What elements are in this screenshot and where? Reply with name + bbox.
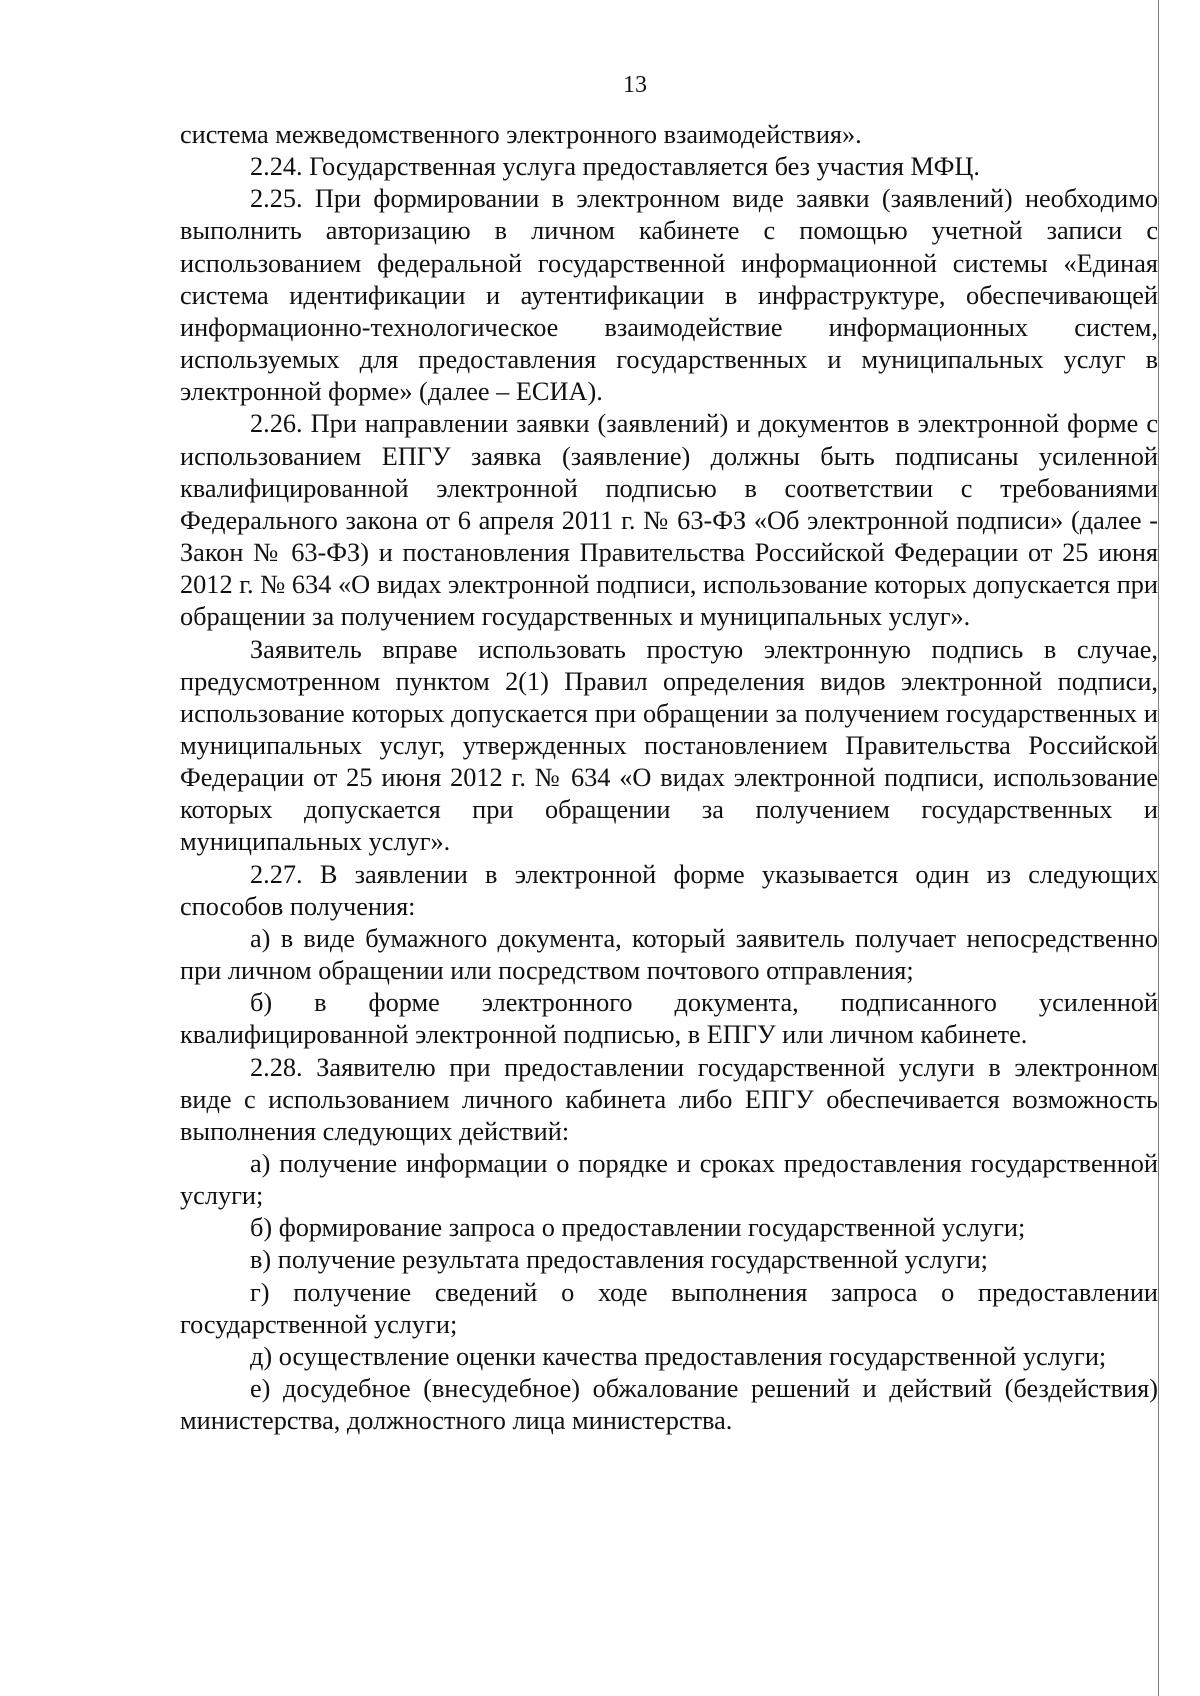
page-edge-line <box>1158 0 1159 1696</box>
list-item-2-28-e: е) досудебное (внесудебное) обжалование решений и действий (бездействия) министерства, должностного лица министерства. <box>180 1374 1158 1436</box>
list-item-2-28-v: в) получение результата предоставления государственной услуги; <box>250 1245 988 1275</box>
list-item-2-28-g: г) получение сведений о ходе выполнения запроса о предоставлении государственной услуги; <box>180 1277 1158 1339</box>
list-item-2-28-d: д) осуществление оценки качества предоставления государственной услуги; <box>250 1341 1107 1371</box>
document-body <box>180 119 1158 1437</box>
paragraph-2-27: 2.27. В заявлении в электронной форме указывается один из следующих способов получения: <box>180 859 1158 921</box>
list-item-2-27-b: б) в форме электронного документа, подписанного усиленной квалифицированной электронной подписью, в ЕПГУ или личном кабинете. <box>180 988 1158 1050</box>
list-item-2-28-b: б) формирование запроса о предоставлении государственной услуги; <box>250 1213 1026 1243</box>
paragraph-2-24: 2.24. Государственная услуга предоставляется без участия МФЦ. <box>250 152 980 182</box>
paragraph-2-26: 2.26. При направлении заявки (заявлений) и документов в электронной форме с использованием ЕПГУ заявка (заявление) должны быть подписаны усиленной квалифицированной электронной подписью в соответствии с требованиями Федерального закона от 6 апреля 2011 г. № 63-ФЗ «Об электронной подписи» (далее - Закон № 63-ФЗ) и постановления Правительства Российской Федерации от 25 июня 2012 г. № 634 «О видах электронной подписи, использование которых допускается при обращении за получением государственных и муниципальных услуг». <box>180 409 1158 632</box>
paragraph-continuation: система межведомственного электронного взаимодействия». <box>180 120 862 149</box>
paragraph-2-25: 2.25. При формировании в электронном виде заявки (заявлений) необходимо выполнить авторизацию в личном кабинете с помощью учетной записи с использованием федеральной государственной информационной системы «Единая система идентификации и аутентификации в инфраструктуре, обеспечивающей информационно-технологическое взаимодействие информационных систем, используемых для предоставления государственных и муниципальных услуг в электронной форме» (далее – ЕСИА). <box>180 184 1158 407</box>
list-item-2-28-a: а) получение информации о порядке и сроках предоставления государственной услуги; <box>180 1149 1158 1211</box>
paragraph-2-28: 2.28. Заявителю при предоставлении государственной услуги в электронном виде с использованием личного кабинета либо ЕПГУ обеспечивается возможность выполнения следующих действий: <box>180 1052 1158 1146</box>
list-item-2-27-a: а) в виде бумажного документа, который заявитель получает непосредственно при личном обращении или посредством почтового отправления; <box>180 923 1158 986</box>
page-number: 13 <box>623 72 647 98</box>
paragraph-simple-signature: Заявитель вправе использовать простую электронную подпись в случае, предусмотренном пунктом 2(1) Правил определения видов электронной подписи, использование которых допускается при обращении за получением государственных и муниципальных услуг, утвержденных постановлением Правительства Российской Федерации от 25 июня 2012 г. № 634 «О видах электронной подписи, использование которых допускается при обращении за получением государственных и муниципальных услуг». <box>180 634 1158 857</box>
